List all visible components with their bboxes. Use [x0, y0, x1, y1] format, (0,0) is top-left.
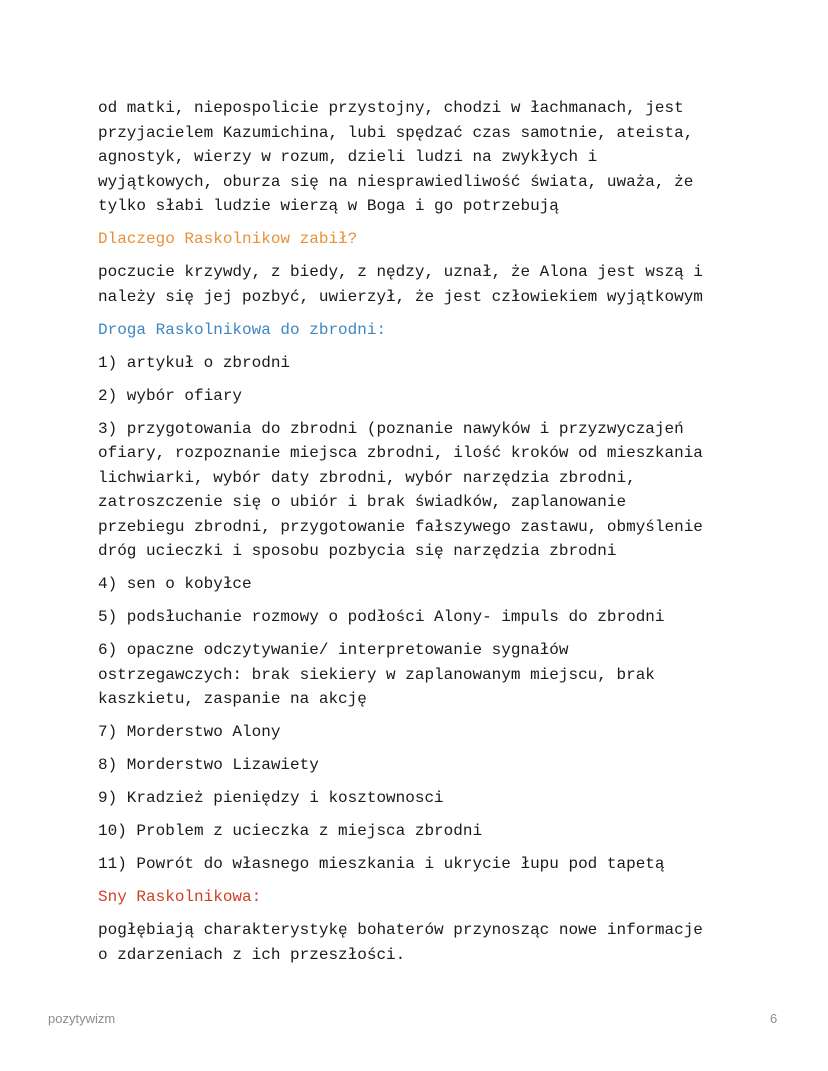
why-paragraph: poczucie krzywdy, z biedy, z nędzy, uznał, że Alona jest wszą i należy się jej pozbyć, uwierzył, że jest człowiekiem wyjątkowym [98, 263, 703, 306]
footer-page-number: 6 [770, 1011, 778, 1026]
list-item: 11) Powrót do własnego mieszkania i ukrycie łupu pod tapetą [98, 855, 665, 873]
list-item: 5) podsłuchanie rozmowy o podłości Alony- impuls do zbrodni [98, 608, 665, 626]
heading-dreams: Sny Raskolnikowa: [98, 888, 262, 906]
heading-why-killed: Dlaczego Raskolnikow zabił? [98, 230, 358, 248]
page-content [98, 96, 738, 976]
list-item: 2) wybór ofiary [98, 386, 243, 405]
list-item: 9) Kradzież pieniędzy i kosztownosci [98, 789, 444, 807]
list-item: 4) sen o kobyłce [98, 575, 252, 593]
list-item: 3) przygotowania do zbrodni (poznanie nawyków i przyzwyczajeń ofiary, rozpoznanie miejsca zbrodni, ilość kroków od mieszkania lichwiarki, wybór daty zbrodni, wybór narzędzia zbrodni, zatroszczenie się o ubiór i brak świadków, zaplanowanie przebiegu zbrodni, przygotowanie fałszywego zastawu, obmyślenie dróg ucieczki i sposobu pozbycia się narzędzia zbrodni [98, 419, 703, 560]
dreams-paragraph: pogłębiają charakterystykę bohaterów przynosząc nowe informacje o zdarzeniach z ich przeszłości. [98, 921, 703, 964]
list-item: 10) Problem z ucieczka z miejsca zbrodni [98, 822, 483, 840]
steps-list [98, 351, 738, 877]
intro-paragraph: od matki, niepospolicie przystojny, chodzi w łachmanach, jest przyjacielem Kazumichina, lubi spędzać czas samotnie, ateista, agnostyk, wierzy w rozum, dzieli ludzi na zwykłych i wyjątkowych, oburza się na niesprawiedliwość świata, uważa, że tylko słabi ludzie wierzą w Boga i go potrzebują [98, 99, 694, 215]
list-item: 8) Morderstwo Lizawiety [98, 756, 319, 774]
list-item: 1) artykuł o zbrodni [98, 353, 291, 372]
list-item: 7) Morderstwo Alony [98, 723, 281, 741]
list-item: 6) opaczne odczytywanie/ interpretowanie sygnałów ostrzegawczych: brak siekiery w zaplanowanym miejscu, brak kaszkietu, zaspanie na akcję [98, 641, 655, 708]
footer-section-label: pozytywizm [48, 1011, 116, 1026]
heading-path-to-crime: Droga Raskolnikowa do zbrodni: [98, 320, 387, 339]
